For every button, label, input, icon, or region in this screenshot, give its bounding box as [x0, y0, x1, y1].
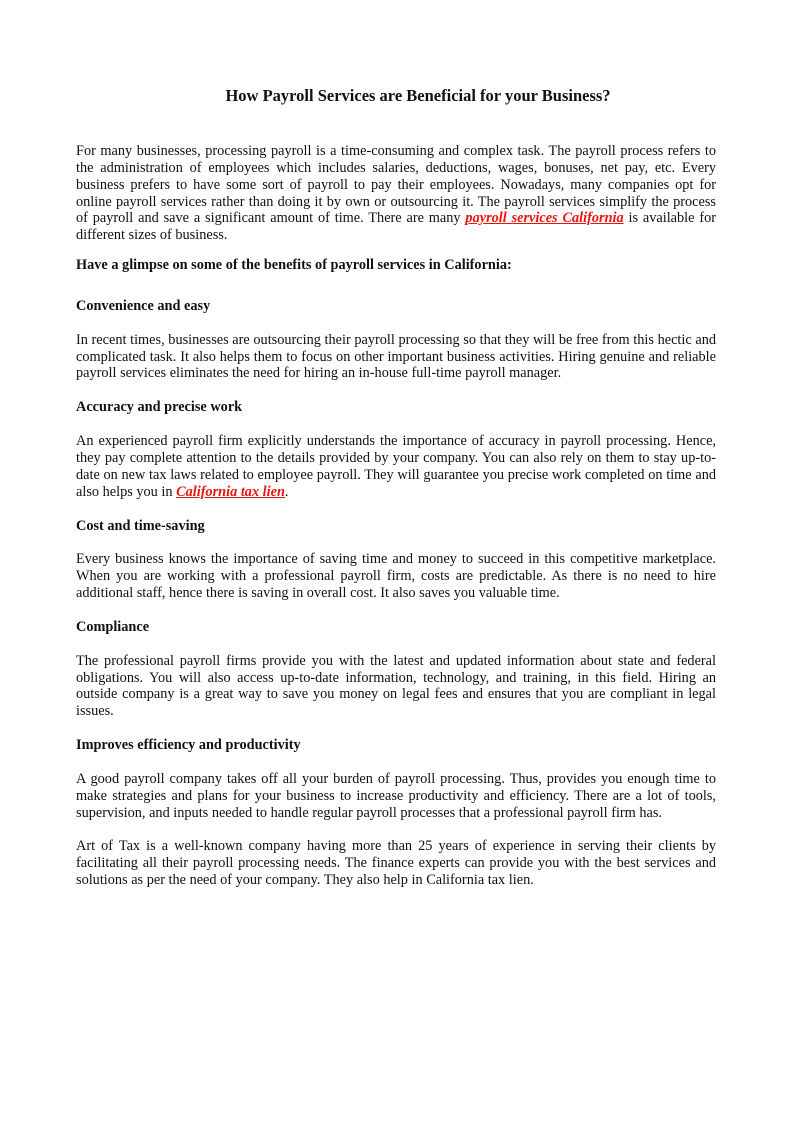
section-text: In recent times, businesses are outsourcing their payroll processing so that they will be free from this hectic and complicated task. It also helps them to focus on other important business activities. Hiring genuine and reliable payroll services eliminates the need for hiring an in-house full-time payroll manager. — [76, 331, 716, 382]
section-text: A good payroll company takes off all your burden of payroll processing. Thus, provides you enough time to make strategies and plans for your business to increase productivity and efficiency. There are a lot of tools, supervision, and inputs needed to handle regular payroll processes that a professional payroll firm has. — [76, 770, 716, 821]
document-body — [76, 143, 716, 906]
document-title: How Payroll Services are Beneficial for your Business? — [225, 86, 611, 105]
benefits-heading: Have a glimpse on some of the benefits of payroll services in California: — [76, 257, 512, 274]
section-heading: Accuracy and precise work — [76, 399, 243, 416]
section-text: Every business knows the importance of saving time and money to succeed in this competitive marketplace. When you are working with a professional payroll firm, costs are predictable. As there is no need to hire additional staff, hence there is saving in overall cost. It also saves you valuable time. — [76, 551, 716, 602]
closing-paragraph: Art of Tax is a well-known company having more than 25 years of experience in serving their clients by facilitating all their payroll processing needs. The finance experts can provide you with the best services and solutions as per the need of your company. They also help in California tax lien. — [76, 838, 716, 889]
section-heading: Convenience and easy — [76, 297, 211, 314]
california-tax-lien-link[interactable]: California tax lien — [176, 483, 285, 500]
intro-paragraph: For many businesses, processing payroll is a time-consuming and complex task. The payroll process refers to the administration of employees which includes salaries, deductions, wages, bonuses, net pay, etc. Every business prefers to have some sort of payroll to pay their employees. Nowadays, many companies opt for online payroll services rather than doing it by own or outsourcing it. The payroll services simplify the process of payroll and save a significant amount of time. There are many payroll services California is available for different sizes of business. — [76, 143, 716, 244]
payroll-services-link[interactable]: payroll services California — [465, 210, 624, 227]
section-heading: Compliance — [76, 618, 150, 635]
section-heading: Cost and time-saving — [76, 517, 205, 534]
section-text: An experienced payroll firm explicitly understands the importance of accuracy in payroll processing. Hence, they pay complete attention to the details provided by your company. You can also rely on them to stay up-to-date on new tax laws related to employee payroll. They will guarantee you precise work completed on time and also helps you in California tax lien. — [76, 433, 716, 500]
section-heading: Improves efficiency and productivity — [76, 737, 301, 754]
section-text: The professional payroll firms provide you with the latest and updated information about state and federal obligations. You will also access up-to-date information, technology, and training, in this field. Hiring an outside company is a great way to save you money on legal fees and ensures that you are compliant in legal issues. — [76, 652, 716, 720]
